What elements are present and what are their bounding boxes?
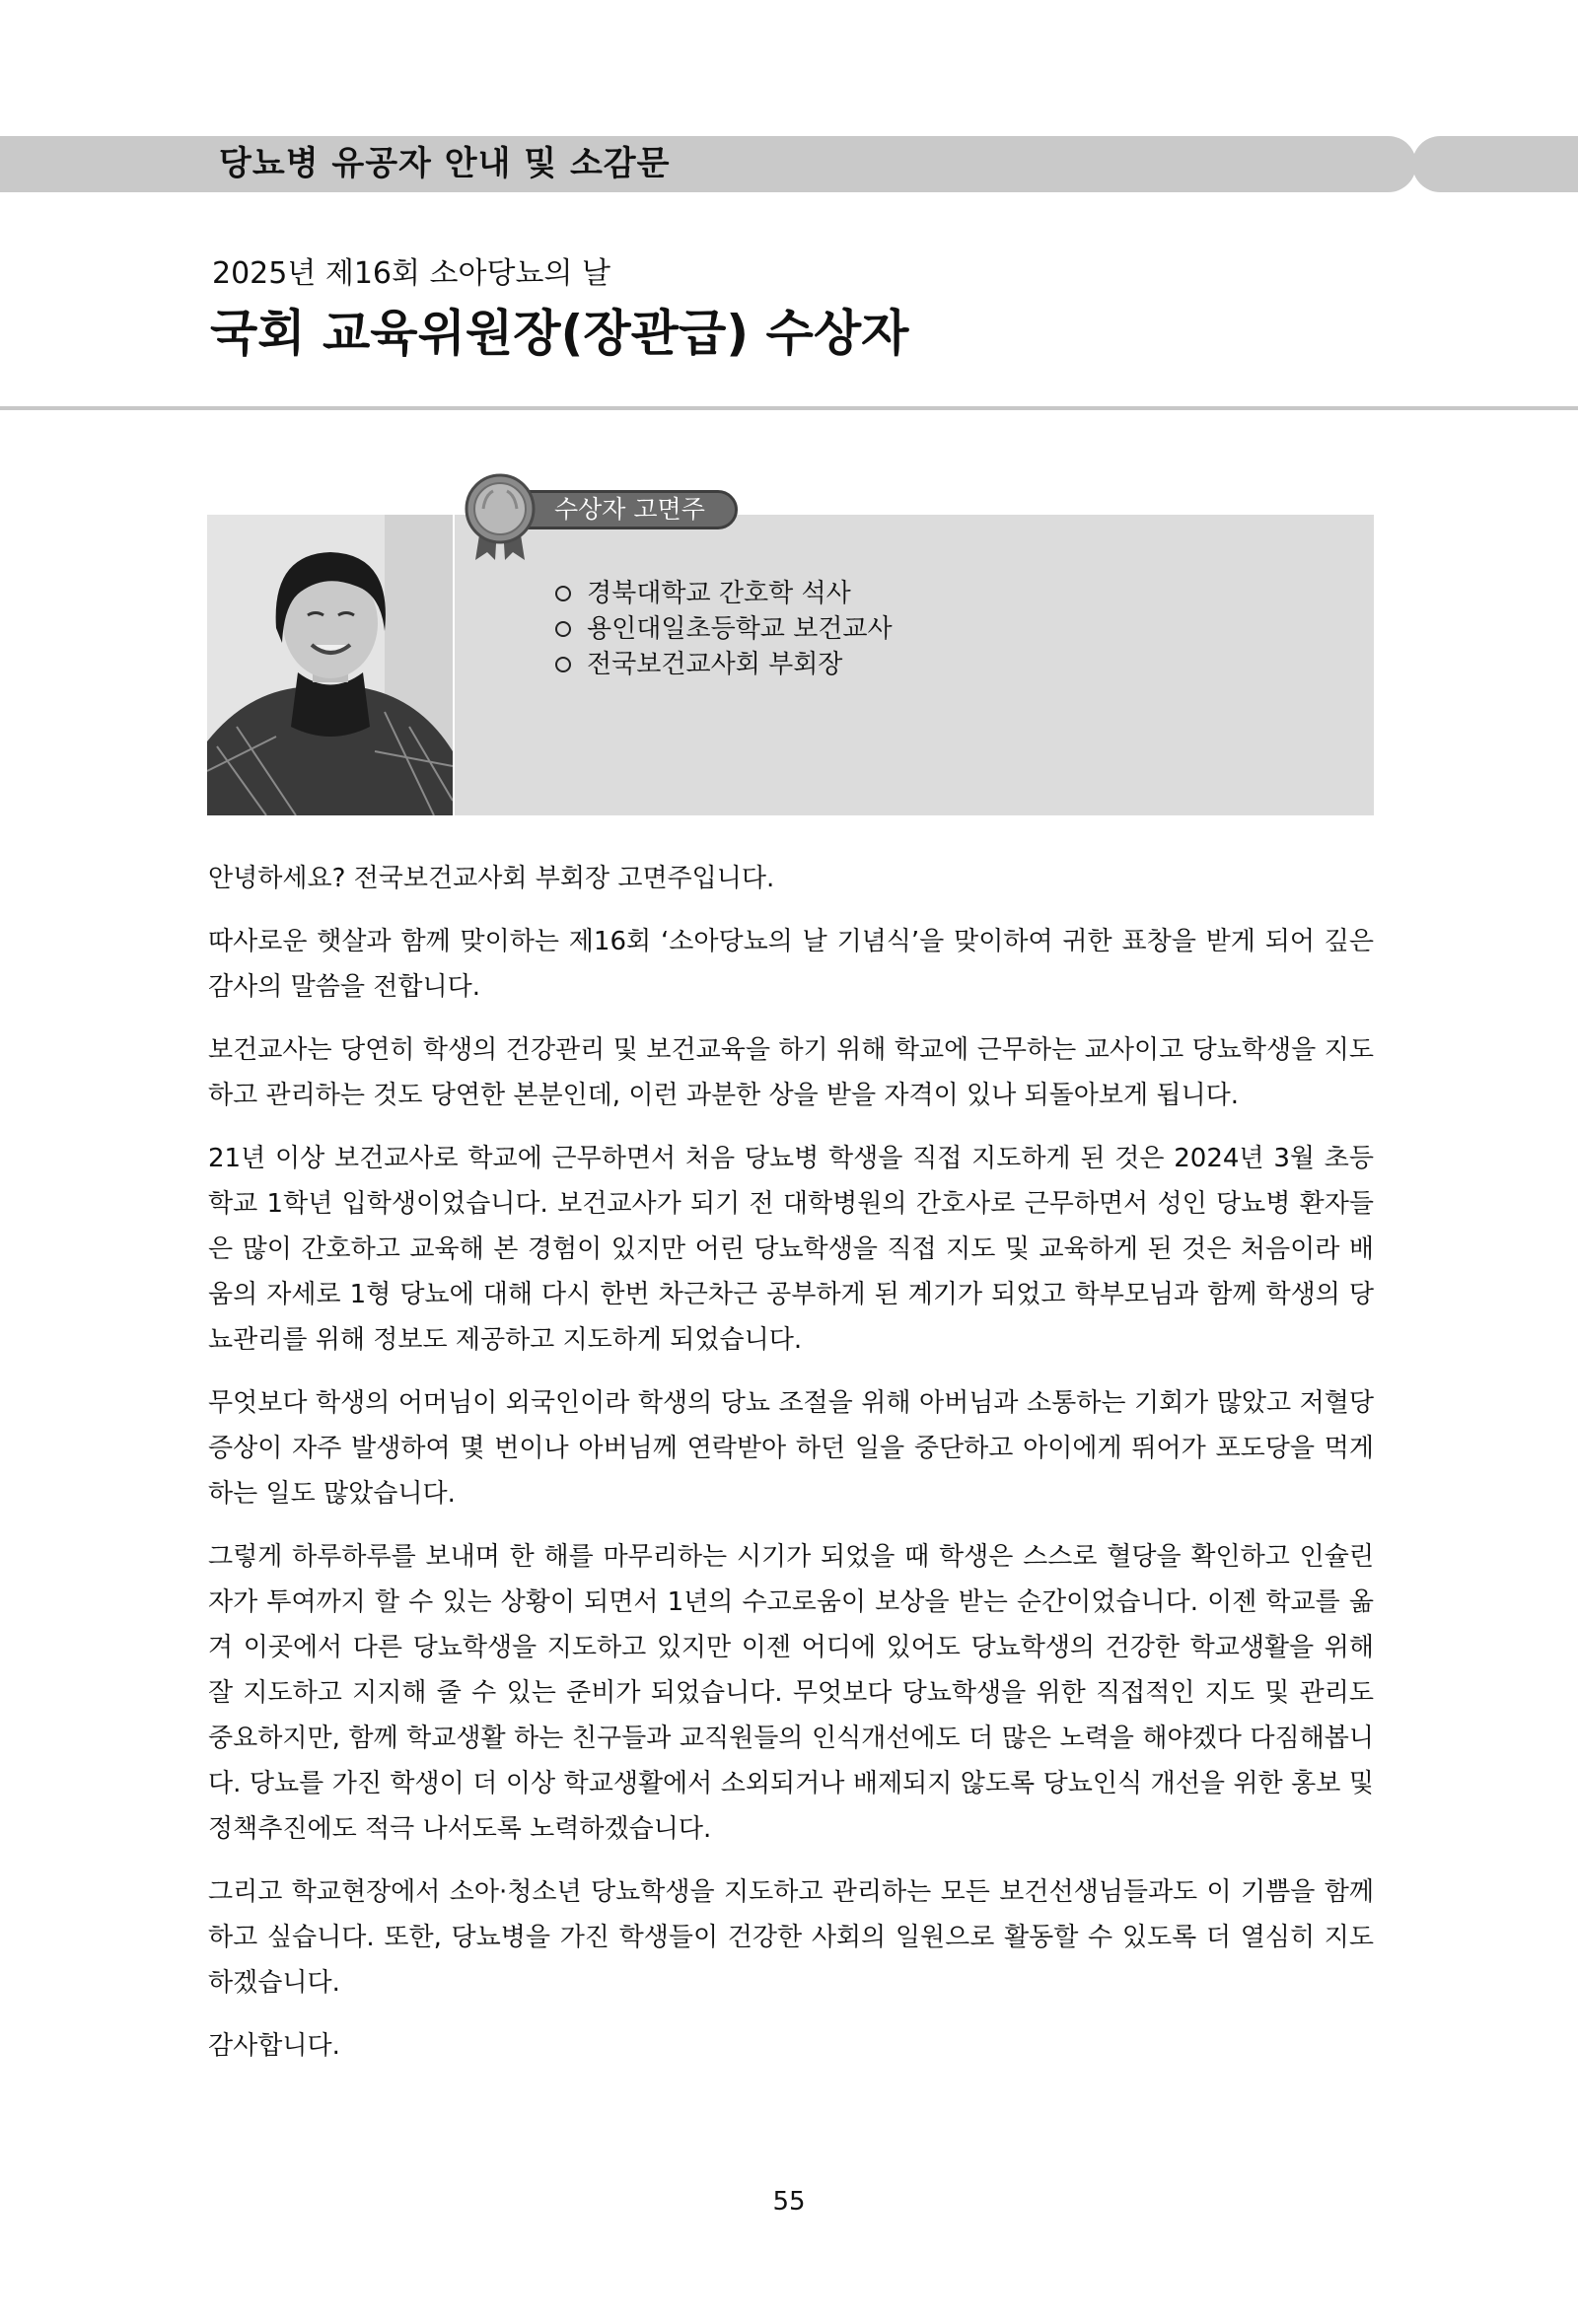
circle-bullet-icon: [555, 586, 571, 601]
credential-item: [555, 611, 893, 647]
credentials-list: [555, 576, 893, 682]
speech-paragraph: 따사로운 햇살과 함께 맞이하는 제16회 ‘소아당뇨의 날 기념식’을 맞이하여 귀한 표창을 받게 되어 깊은 감사의 말씀을 전합니다.: [208, 927, 1374, 1002]
section-title: 당뇨병 유공자 안내 및 소감문: [219, 144, 671, 183]
credential-text: 경북대학교 간호학 석사: [587, 579, 851, 608]
speech-paragraph: 감사합니다.: [208, 2031, 340, 2061]
speech-paragraph: 보건교사는 당연히 학생의 건강관리 및 보건교육을 하기 위해 학교에 근무하는 교사이고 당뇨학생을 지도하고 관리하는 것도 당연한 본분인데, 이런 과분한 상을 받을 자격이 있나 되돌아보게 됩니다.: [208, 1035, 1374, 1110]
portrait-illustration: [207, 515, 453, 815]
speech-paragraph: 안녕하세요? 전국보건교사회 부회장 고면주입니다.: [208, 864, 775, 893]
section-header-band: [0, 136, 1416, 192]
circle-bullet-icon: [555, 657, 571, 672]
credential-item: [555, 576, 893, 611]
award-subtitle: 2025년 제16회 소아당뇨의 날: [212, 256, 610, 291]
speech-paragraph: 그렇게 하루하루를 보내며 한 해를 마무리하는 시기가 되었을 때 학생은 스스로 혈당을 확인하고 인슐린 자가 투여까지 할 수 있는 상황이 되면서 1년의 수고로움이 보상을 받는 순간이었습니다. 이젠 학교를 옮겨 이곳에서 다른 당뇨학생을 지도하고 있지만 이젠 어디에 있어도 당뇨학생의 건강한 학교생활을 위해 잘 지도하고 지지해 줄 수 있는 준비가 되었습니다. 무엇보다 당뇨학생을 위한 직접적인 지도 및 관리도 중요하지만, 함께 학교생활 하는 친구들과 교직원들의 인식개선에도 더 많은 노력을 해야겠다 다짐해봅니다. 당뇨를 가진 학생이 더 이상 학교생활에서 소외되거나 배제되지 않도록 당뇨인식 개선을 위한 홍보 및 정책추진에도 적극 나서도록 노력하겠습니다.: [208, 1542, 1374, 1844]
acceptance-speech: [208, 856, 1374, 2086]
credential-text: 전국보건교사회 부회장: [587, 650, 843, 679]
credential-text: 용인대일초등학교 보건교사: [587, 614, 893, 644]
page-number: 55: [772, 2187, 806, 2217]
section-header-cap: [1412, 136, 1578, 192]
speech-paragraph: 21년 이상 보건교사로 학교에 근무하면서 처음 당뇨병 학생을 직접 지도하게 된 것은 2024년 3월 초등학교 1학년 입학생이었습니다. 보건교사가 되기 전 대학병원의 간호사로 근무하면서 성인 당뇨병 환자들은 많이 간호하고 교육해 본 경험이 있지만 어린 당뇨학생을 직접 지도 및 교육하게 된 것은 처음이라 배움의 자세로 1형 당뇨에 대해 다시 한번 차근차근 공부하게 된 계기가 되었고 학부모님과 함께 학생의 당뇨관리를 위해 정보도 제공하고 지도하게 되었습니다.: [208, 1144, 1374, 1355]
title-divider: [0, 406, 1578, 410]
credential-item: [555, 647, 893, 682]
medal-icon: [464, 473, 537, 562]
page-title: 국회 교육위원장(장관급) 수상자: [210, 305, 909, 362]
speech-paragraph: 그리고 학교현장에서 소아·청소년 당뇨학생을 지도하고 관리하는 모든 보건선생님들과도 이 기쁨을 함께 하고 싶습니다. 또한, 당뇨병을 가진 학생들이 건강한 사회의 일원으로 활동할 수 있도록 더 열심히 지도하겠습니다.: [208, 1877, 1374, 1998]
recipient-name: 수상자 고면주: [554, 495, 705, 524]
speech-paragraph: 무엇보다 학생의 어머님이 외국인이라 학생의 당뇨 조절을 위해 아버님과 소통하는 기회가 많았고 저혈당 증상이 자주 발생하여 몇 번이나 아버님께 연락받아 하던 일을 중단하고 아이에게 뛰어가 포도당을 먹게 하는 일도 많았습니다.: [208, 1388, 1374, 1509]
recipient-photo: [207, 515, 453, 815]
circle-bullet-icon: [555, 621, 571, 637]
